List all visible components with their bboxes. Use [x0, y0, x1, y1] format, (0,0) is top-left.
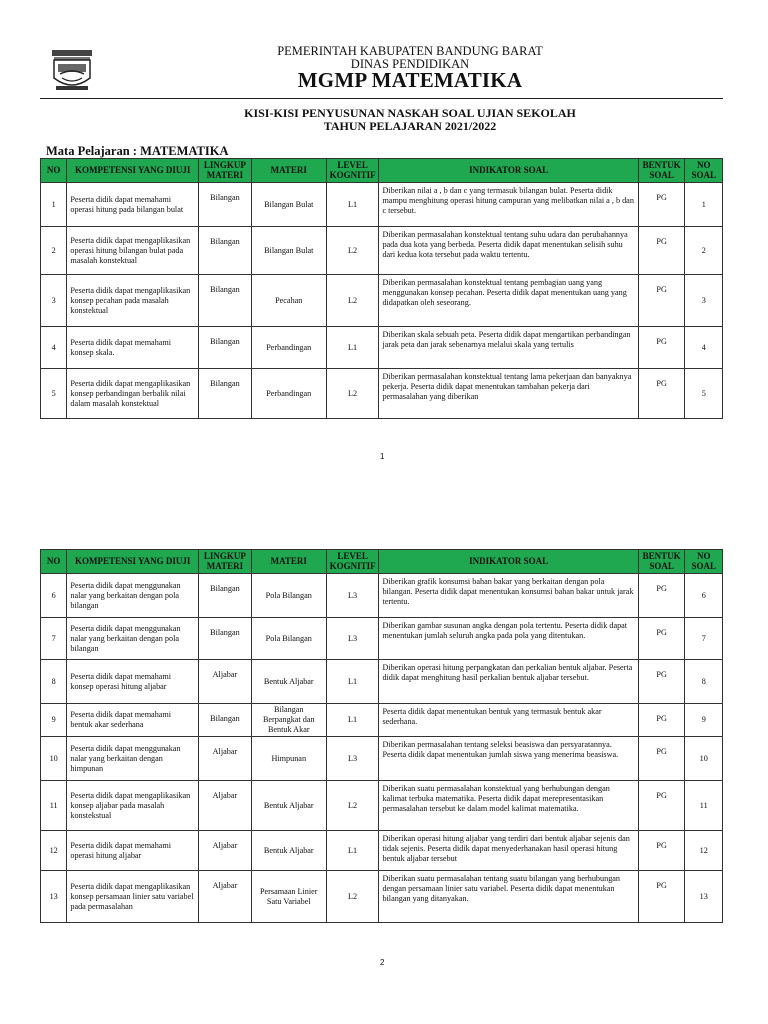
materi-cell: Bilangan Bulat — [251, 227, 326, 275]
kompetensi-cell: Peserta didik dapat menggunakan nalar yang berkaitan dengan himpunan — [67, 737, 199, 781]
kompetensi-cell: Peserta didik dapat memahami bentuk akar sederhana — [67, 704, 199, 737]
bentuk-cell: PG — [638, 618, 685, 660]
row-number: 12 — [41, 831, 67, 871]
lingkup-cell: Aljabar — [199, 660, 252, 704]
level-cell: L2 — [326, 369, 379, 419]
level-cell: L2 — [326, 871, 379, 923]
col-kompetensi: KOMPETENSI YANG DIUJI — [67, 159, 199, 183]
materi-cell: Pola Bilangan — [251, 574, 326, 618]
lingkup-cell: Bilangan — [199, 574, 252, 618]
bentuk-cell: PG — [638, 831, 685, 871]
table-row — [41, 574, 723, 618]
col-no: NO — [41, 159, 67, 183]
col-level: LEVEL KOGNITIF — [326, 159, 379, 183]
materi-cell: Pecahan — [251, 275, 326, 327]
materi-cell: Bilangan Bulat — [251, 183, 326, 227]
nosoal-cell: 13 — [685, 871, 723, 923]
indikator-cell: Diberikan permasalahan tentang seleksi beasiswa dan persyaratannya. Peserta didik dapat menentukan jumlah siswa yang menerima beasiswa. — [379, 737, 638, 781]
col-materi: MATERI — [251, 550, 326, 574]
bentuk-cell: PG — [638, 183, 685, 227]
lingkup-cell: Aljabar — [199, 871, 252, 923]
level-cell: L2 — [326, 227, 379, 275]
level-cell: L3 — [326, 574, 379, 618]
materi-cell: Bentuk Aljabar — [251, 781, 326, 831]
header-divider — [40, 98, 723, 99]
col-bentuk: BENTUK SOAL — [638, 550, 685, 574]
col-level: LEVEL KOGNITIF — [326, 550, 379, 574]
level-cell: L2 — [326, 275, 379, 327]
document-title: KISI-KISI PENYUSUNAN NASKAH SOAL UJIAN SEKOLAH — [244, 106, 576, 120]
col-nosoal: NO SOAL — [685, 550, 723, 574]
row-number: 9 — [41, 704, 67, 737]
materi-cell: Perbandingan — [251, 327, 326, 369]
row-number: 7 — [41, 618, 67, 660]
nosoal-cell: 11 — [685, 781, 723, 831]
row-number: 1 — [41, 183, 67, 227]
materi-cell: Pola Bilangan — [251, 618, 326, 660]
indikator-cell: Diberikan permasalahan konstektual tentang lama pekerjaan dan banyaknya pekerja. Peserta didik dapat menentukan tambahan pekerja dari permasalahan yang diberikan — [379, 369, 638, 419]
document-page-1 — [0, 0, 768, 470]
lingkup-cell: Aljabar — [199, 831, 252, 871]
nosoal-cell: 3 — [685, 275, 723, 327]
table-row — [41, 183, 723, 227]
table-row — [41, 781, 723, 831]
level-cell: L1 — [326, 660, 379, 704]
grid-table-page-1 — [40, 158, 723, 419]
row-number: 2 — [41, 227, 67, 275]
indikator-cell: Peserta didik dapat menentukan bentuk yang termasuk bentuk akar sederhana. — [379, 704, 638, 737]
page-number: 2 — [380, 958, 385, 967]
col-bentuk: BENTUK SOAL — [638, 159, 685, 183]
indikator-cell: Diberikan suatu permasalahan tentang suatu bilangan yang berhubungan dengan persamaan linier satu variabel. Peserta didik dapat menentukan bilangan yang ditanyakan. — [379, 871, 638, 923]
kompetensi-cell: Peserta didik dapat menggunakan nalar yang berkaitan dengan pola bilangan — [67, 618, 199, 660]
level-cell: L3 — [326, 618, 379, 660]
kompetensi-cell: Peserta didik dapat mengaplikasikan konsep aljabar pada masalah konstekstual — [67, 781, 199, 831]
indikator-cell: Diberikan operasi hitung perpangkatan dan perkalian bentuk aljabar. Peserta didik dapat menghitung hasil perkalian bentuk aljabar tersebut. — [379, 660, 638, 704]
kompetensi-cell: Peserta didik dapat memahami konsep operasi hitung aljabar — [67, 660, 199, 704]
government-name: PEMERINTAH KABUPATEN BANDUNG BARAT — [277, 44, 543, 58]
col-lingkup: LINGKUP MATERI — [199, 159, 252, 183]
table-header-row — [41, 550, 723, 574]
table-row — [41, 871, 723, 923]
lingkup-cell: Bilangan — [199, 618, 252, 660]
level-cell: L1 — [326, 831, 379, 871]
bentuk-cell: PG — [638, 704, 685, 737]
bentuk-cell: PG — [638, 327, 685, 369]
col-indikator: INDIKATOR SOAL — [379, 159, 638, 183]
bentuk-cell: PG — [638, 227, 685, 275]
nosoal-cell: 9 — [685, 704, 723, 737]
row-number: 6 — [41, 574, 67, 618]
kompetensi-cell: Peserta didik dapat mengaplikasikan operasi hitung bilangan bulat pada masalah konstektual — [67, 227, 199, 275]
table-header-row — [41, 159, 723, 183]
kompetensi-cell: Peserta didik dapat memahami operasi hitung aljabar — [67, 831, 199, 871]
level-cell: L1 — [326, 183, 379, 227]
bentuk-cell: PG — [638, 871, 685, 923]
nosoal-cell: 10 — [685, 737, 723, 781]
lingkup-cell: Bilangan — [199, 183, 252, 227]
materi-cell: Bilangan Berpangkat dan Bentuk Akar — [251, 704, 326, 737]
col-kompetensi: KOMPETENSI YANG DIUJI — [67, 550, 199, 574]
col-no: NO — [41, 550, 67, 574]
subject-label: Mata Pelajaran : MATEMATIKA — [46, 144, 229, 158]
materi-cell: Bentuk Aljabar — [251, 660, 326, 704]
organization-name: MGMP MATEMATIKA — [297, 68, 523, 92]
table-row — [41, 831, 723, 871]
row-number: 3 — [41, 275, 67, 327]
nosoal-cell: 8 — [685, 660, 723, 704]
level-cell: L1 — [326, 327, 379, 369]
lingkup-cell: Bilangan — [199, 369, 252, 419]
table-row — [41, 227, 723, 275]
bentuk-cell: PG — [638, 737, 685, 781]
level-cell: L2 — [326, 781, 379, 831]
nosoal-cell: 6 — [685, 574, 723, 618]
indikator-cell: Diberikan nilai a , b dan c yang termasuk bilangan bulat. Peserta didik mampu menghitung operasi hitung campuran yang melibatkan nilai a , b dan c tersebut. — [379, 183, 638, 227]
bentuk-cell: PG — [638, 275, 685, 327]
indikator-cell: Diberikan suatu permasalahan konstektual yang berhubungan dengan kalimat terbuka matematika. Peserta didik dapat merepresentasikan permasalahan tersebut ke dalam model kalimat matematika. — [379, 781, 638, 831]
table-row — [41, 369, 723, 419]
indikator-cell: Diberikan permasalahan konstektual tentang pembagian uang yang menggunakan konsep pecahan. Peserta didik dapat menentukan uang yang didapatkan oleh seseorang. — [379, 275, 638, 327]
kompetensi-cell: Peserta didik dapat mengaplikasikan konsep perbandingan berbalik nilai dalam masalah konstektual — [67, 369, 199, 419]
indikator-cell: Diberikan skala sebuah peta. Peserta didik dapat mengartikan perbandingan jarak peta dan jarak sebenarnya melalui skala yang tertulis — [379, 327, 638, 369]
table-row — [41, 275, 723, 327]
table-row — [41, 660, 723, 704]
kompetensi-cell: Peserta didik dapat mengaplikasikan konsep persamaan linier satu variabel pada permasalahan — [67, 871, 199, 923]
kompetensi-cell: Peserta didik dapat memahami operasi hitung pada bilangan bulat — [67, 183, 199, 227]
row-number: 4 — [41, 327, 67, 369]
row-number: 13 — [41, 871, 67, 923]
materi-cell: Himpunan — [251, 737, 326, 781]
col-materi: MATERI — [251, 159, 326, 183]
kompetensi-cell: Peserta didik dapat memahami konsep skala. — [67, 327, 199, 369]
bentuk-cell: PG — [638, 574, 685, 618]
lingkup-cell: Aljabar — [199, 737, 252, 781]
col-indikator: INDIKATOR SOAL — [379, 550, 638, 574]
row-number: 10 — [41, 737, 67, 781]
row-number: 11 — [41, 781, 67, 831]
regency-emblem-icon — [48, 48, 96, 94]
row-number: 8 — [41, 660, 67, 704]
level-cell: L3 — [326, 737, 379, 781]
row-number: 5 — [41, 369, 67, 419]
level-cell: L1 — [326, 704, 379, 737]
department-name: DINAS PENDIDIKAN — [350, 57, 470, 71]
nosoal-cell: 1 — [685, 183, 723, 227]
lingkup-cell: Bilangan — [199, 327, 252, 369]
bentuk-cell: PG — [638, 369, 685, 419]
grid-table-page-2 — [40, 549, 723, 923]
bentuk-cell: PG — [638, 781, 685, 831]
lingkup-cell: Bilangan — [199, 227, 252, 275]
kompetensi-cell: Peserta didik dapat menggunakan nalar yang berkaitan dengan pola bilangan — [67, 574, 199, 618]
nosoal-cell: 12 — [685, 831, 723, 871]
document-page-2 — [0, 540, 768, 1024]
indikator-cell: Diberikan permasalahan konstektual tentang suhu udara dan perubahannya pada dua kota yang berbeda. Peserta didik dapat menentukan selisih suhu dari kedua kota tersebut pada waktu tertentu. — [379, 227, 638, 275]
table-row — [41, 327, 723, 369]
indikator-cell: Diberikan grafik konsumsi bahan bakar yang berkaitan dengan pola bilangan. Peserta didik dapat menentukan konsumsi bahan bakar untuk jarak tertentu. — [379, 574, 638, 618]
page-number: 1 — [380, 452, 385, 461]
table-row — [41, 737, 723, 781]
lingkup-cell: Bilangan — [199, 704, 252, 737]
table-row — [41, 704, 723, 737]
col-nosoal: NO SOAL — [685, 159, 723, 183]
bentuk-cell: PG — [638, 660, 685, 704]
materi-cell: Perbandingan — [251, 369, 326, 419]
materi-cell: Bentuk Aljabar — [251, 831, 326, 871]
kompetensi-cell: Peserta didik dapat mengaplikasikan konsep pecahan pada masalah konstektual — [67, 275, 199, 327]
indikator-cell: Diberikan operasi hitung aljabar yang terdiri dari bentuk aljabar sejenis dan tidak sejenis. Peserta didik dapat menyederhanakan hasil operasi hitung bentuk aljabar tersebut — [379, 831, 638, 871]
col-lingkup: LINGKUP MATERI — [199, 550, 252, 574]
indikator-cell: Diberikan gambar susunan angka dengan pola tertentu. Peserta didik dapat menentukan jumlah seluruh angka pada pola yang ditentukan. — [379, 618, 638, 660]
nosoal-cell: 2 — [685, 227, 723, 275]
document-year: TAHUN PELAJARAN 2021/2022 — [323, 119, 497, 133]
nosoal-cell: 5 — [685, 369, 723, 419]
nosoal-cell: 4 — [685, 327, 723, 369]
lingkup-cell: Aljabar — [199, 781, 252, 831]
nosoal-cell: 7 — [685, 618, 723, 660]
materi-cell: Persamaan Linier Satu Variabel — [251, 871, 326, 923]
table-row — [41, 618, 723, 660]
lingkup-cell: Bilangan — [199, 275, 252, 327]
